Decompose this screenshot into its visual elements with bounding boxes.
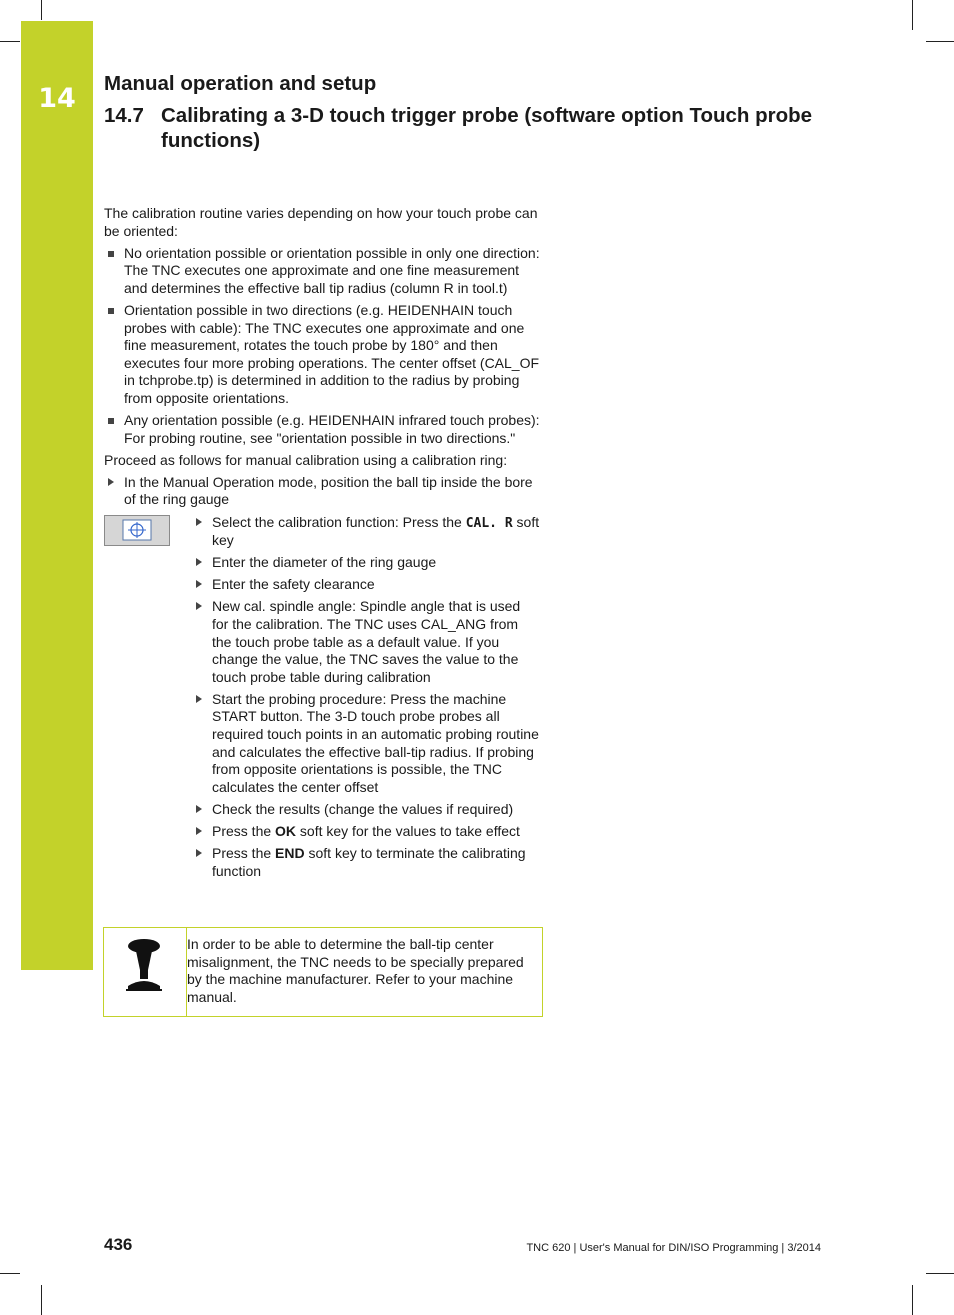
crop-mark [926,1273,954,1274]
cal-r-softkey[interactable] [104,515,170,546]
list-item: Orientation possible in two directions (e.g. HEIDENHAIN touch probes with cable): The TNC executes one approximate and one fine measurement, rotates the touch probe by 180° and then executes four more probing operations. The center offset (CAL_OF in tchprobe.tp) is determined in addition to the radius by probing from opposite orientations. [104,302,540,408]
end-key-label: END [275,845,305,862]
cal-r-key-label: CAL. R [465,515,513,531]
list-item: Enter the diameter of the ring gauge [192,554,540,572]
position-step-list [104,474,540,509]
step-list [192,514,540,881]
section-title [104,103,864,153]
section-number: 14.7 [104,104,144,127]
crop-mark [912,1285,913,1315]
crop-mark [912,0,913,30]
note-text: In order to be able to determine the ball-tip center misalignment, the TNC needs to be specially prepared by the machine manufacturer. Refer to your machine manual. [187,936,524,1005]
intro-paragraph: The calibration routine varies depending on how your touch probe can be oriented: [104,205,538,239]
list-item: Press the END soft key to terminate the calibrating function [192,845,540,880]
crop-mark [0,1273,20,1274]
list-item: New cal. spindle angle: Spindle angle that is used for the calibration. The TNC uses CAL_ANG from the touch probe table as a default value. If you change the value, the TNC saves the value to the touch probe table during calibration [192,598,540,686]
calibration-steps [104,514,540,881]
list-item: Any orientation possible (e.g. HEIDENHAIN infrared touch probes): For probing routine, see "orientation possible in two directions." [104,412,540,447]
orientation-list [104,245,540,448]
crosshair-circle-icon [122,519,152,541]
machine-manufacturer-icon [124,938,164,994]
crop-mark [0,41,20,42]
proceed-paragraph: Proceed as follows for manual calibration using a calibration ring: [104,451,508,468]
chapter-title: Manual operation and setup [104,72,377,95]
list-item: Select the calibration function: Press the CAL. R soft key [192,514,540,550]
list-item: Start the probing procedure: Press the machine START button. The 3-D touch probe probes all required touch points in an automatic probing routine and calculates the effective ball-tip radius. If probing from opposite orientations is possible, the TNC calculates the center offset [192,691,540,797]
ok-key-label: OK [275,823,297,839]
main-content [104,205,540,885]
chapter-tab [21,21,93,970]
crop-mark [41,1285,42,1315]
crop-mark [926,41,954,42]
footer-text: TNC 620 | User's Manual for DIN/ISO Programming | 3/2014 [526,1242,821,1254]
note-box [103,927,543,1017]
page-number: 436 [104,1235,133,1254]
list-item: In the Manual Operation mode, position the ball tip inside the bore of the ring gauge [104,474,540,509]
list-item: Check the results (change the values if required) [192,801,540,819]
chapter-number: 14 [38,83,76,114]
section-title-text: Calibrating a 3-D touch trigger probe (software option Touch probe functions) [161,104,813,152]
list-item: Enter the safety clearance [192,576,540,594]
list-item: No orientation possible or orientation possible in only one direction: The TNC executes one approximate and one fine measurement and determines the effective ball tip radius (column R in tool.t) [104,245,540,298]
crop-mark [41,0,42,20]
list-item: Press the OK soft key for the values to take effect [192,823,540,841]
